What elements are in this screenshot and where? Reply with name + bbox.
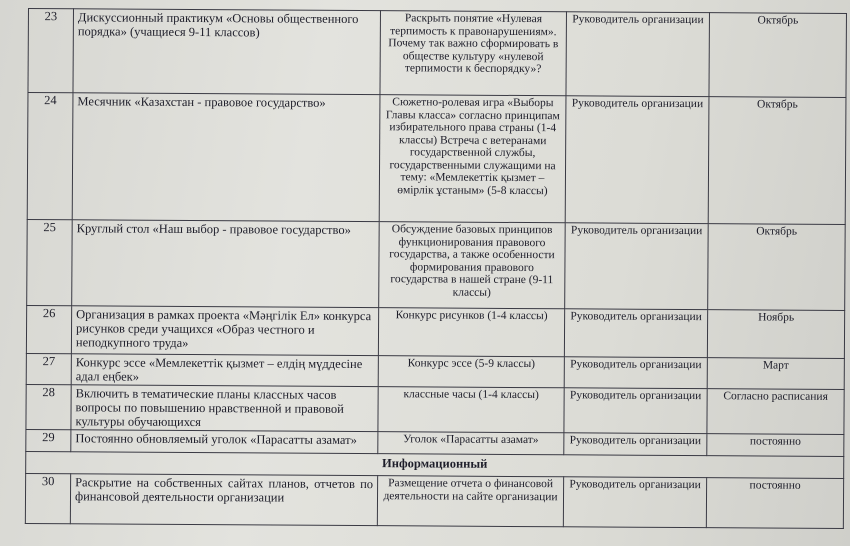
event-name: Организация в рамках проекта «Мәңгілік Ел» конкурса рисунков среди учащихся «Образ честного и неподкупного труда» — [71, 306, 378, 356]
table-row — [25, 473, 843, 528]
term: Ноябрь — [707, 310, 844, 359]
event-name: Месячник «Казахстан - правовое государство» — [72, 93, 380, 222]
row-number: 29 — [26, 429, 71, 451]
responsible: Руководитель организации — [564, 433, 707, 456]
row-number: 30 — [25, 473, 70, 523]
responsible: Руководитель организации — [564, 388, 707, 434]
event-form: классные часы (1-4 классы) — [378, 387, 564, 433]
term: Октябрь — [709, 13, 847, 98]
term: постоянно — [706, 478, 843, 529]
event-name: Включить в тематические планы классных часов вопросы по повышению нравственной и правовой культуры обучающихся — [71, 385, 378, 432]
term: Согласно расписания — [707, 389, 844, 435]
table-row — [27, 219, 846, 310]
section-title: Информационный — [26, 451, 844, 478]
event-form: Раскрыть понятие «Нулевая терпимость к правонарушениям». Почему так важно сформировать в обществе культуру «нулевой терпимости к беспорядку»? — [380, 11, 567, 96]
table-row — [28, 9, 846, 98]
row-number: 26 — [26, 305, 71, 353]
row-number: 28 — [26, 384, 71, 429]
term: Октябрь — [708, 224, 846, 311]
table-row — [26, 384, 844, 434]
event-name: Дискуссионный практикум «Основы общественного порядка» (учащиеся 9-11 классов) — [73, 9, 381, 95]
responsible: Руководитель организации — [565, 223, 709, 310]
event-form: Конкурс эссе (5-9 классы) — [378, 356, 564, 388]
event-form: Размещение отчета о финансовой деятельности на сайте организации — [377, 476, 563, 527]
event-form: Конкурс рисунков (1-4 классы) — [378, 308, 564, 357]
row-number: 23 — [28, 9, 74, 93]
table-row — [27, 93, 846, 225]
responsible: Руководитель организации — [565, 96, 709, 224]
term: Октябрь — [708, 97, 846, 225]
event-name: Конкурс эссе «Мемлекеттік қызмет – елдің мүддесіне адал еңбек» — [71, 354, 378, 387]
term: Март — [707, 358, 844, 390]
responsible: Руководитель организации — [563, 477, 706, 528]
event-name: Постоянно обновляемый уголок «Парасатты азамат» — [71, 430, 378, 454]
table-row — [26, 305, 844, 358]
events-plan-table — [25, 8, 847, 529]
responsible: Руководитель организации — [564, 357, 707, 389]
table-row — [26, 353, 844, 389]
event-name: Круглый стол «Наш выбор - правовое государство» — [72, 220, 380, 308]
row-number: 25 — [27, 219, 73, 305]
term: постоянно — [707, 434, 844, 457]
event-form: Обсуждение базовых принципов функционирования правового государства, а также особенности формирования правового государства в нашей стране (9-11 классы) — [379, 222, 566, 309]
row-number: 24 — [27, 93, 73, 220]
event-form: Сюжетно-ролевая игра «Выборы Главы класса» согласно принципам избирательного права страны (1-4 классы) Встреча с ветеранами государственной службы, государственными служащими на тему: «Мемлекеттік қызмет – өмірлік ұстаным» (5-8 классы) — [379, 95, 566, 223]
row-number: 27 — [26, 353, 71, 384]
responsible: Руководитель организации — [566, 12, 710, 97]
event-name: Раскрытие на собственных сайтах планов, отчетов по финансовой деятельности организации — [70, 474, 377, 526]
event-form: Уголок «Парасатты азамат» — [378, 432, 564, 455]
responsible: Руководитель организации — [564, 309, 707, 358]
